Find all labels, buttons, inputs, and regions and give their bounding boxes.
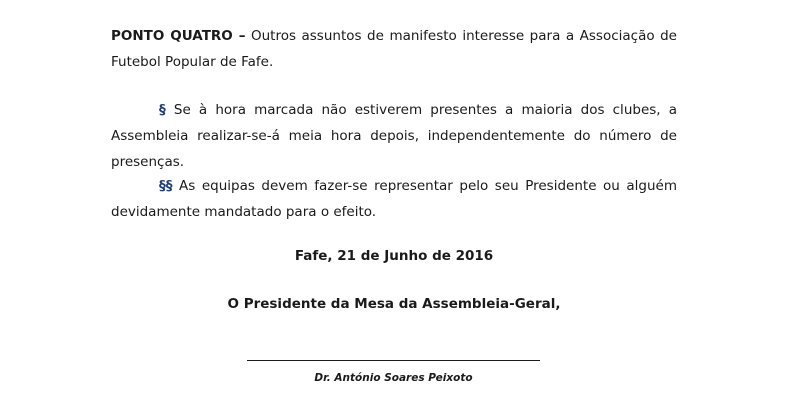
clause-paragraph-2 <box>111 173 677 225</box>
signatory-role: O Presidente da Mesa da Assembleia-Geral, <box>227 296 561 312</box>
signature-line <box>247 360 540 361</box>
clause-paragraph-1 <box>111 97 677 175</box>
clause-text-2: As equipas devem fazer-se representar pelo seu Presidente ou alguém devidamente mandatado para o efeito. <box>111 178 677 220</box>
section-symbol: § <box>159 102 166 118</box>
agenda-item-four <box>111 23 677 75</box>
signatory-name: Dr. António Soares Peixoto <box>314 372 473 384</box>
date-line: Fafe, 21 de Junho de 2016 <box>294 248 494 264</box>
double-section-symbol: §§ <box>159 178 173 194</box>
agenda-item-text: Outros assuntos de manifesto interesse para a Associação de Futebol Popular de Fafe. <box>111 28 677 70</box>
clause-text-1: Se à hora marcada não estiverem presentes a maioria dos clubes, a Assembleia realizar-se-á meia hora depois, independentemente do número de presenças. <box>111 102 677 170</box>
agenda-item-heading: PONTO QUATRO – <box>111 28 246 44</box>
